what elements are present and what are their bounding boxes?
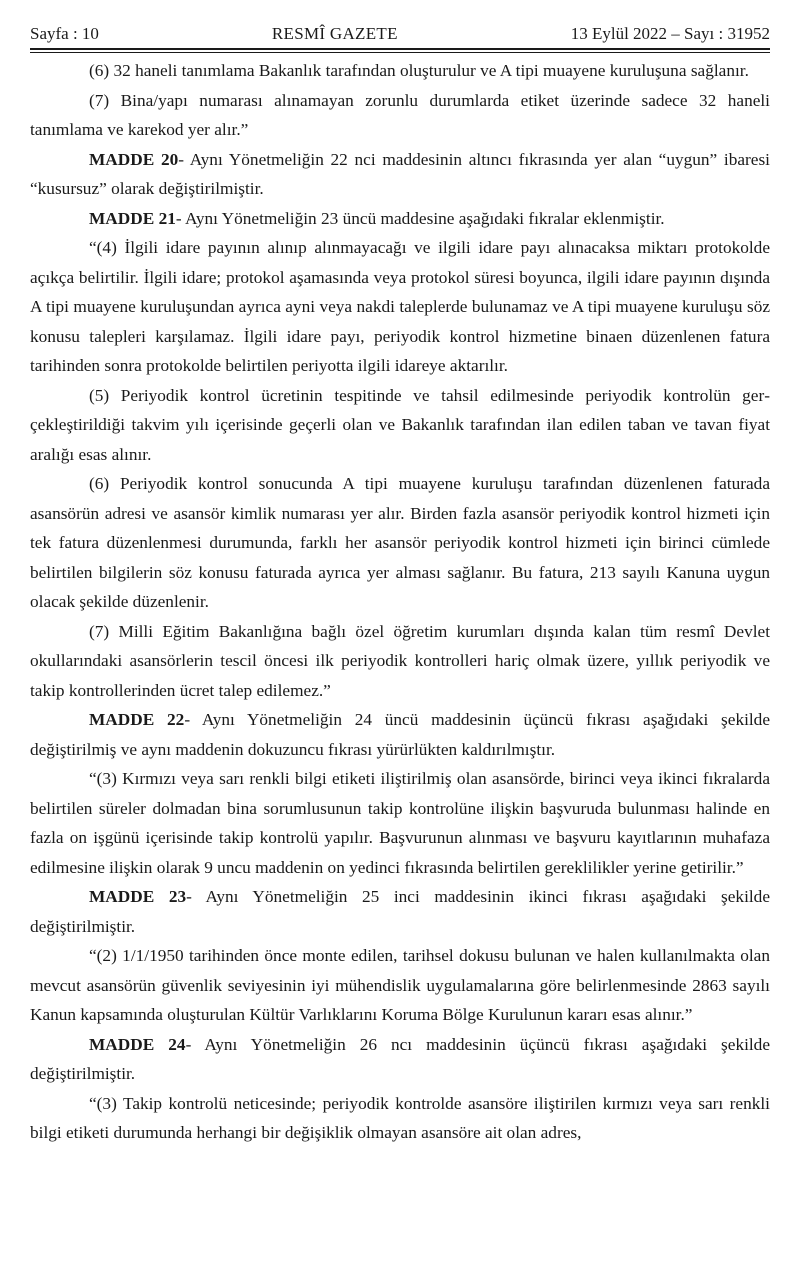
article-paragraph: MADDE 23- Aynı Yönetmeliğin 25 inci maddesinin ikinci fıkrası aşağıdaki şekilde değiştirilmiştir. <box>30 887 770 936</box>
page-header <box>30 22 770 46</box>
article-heading: MADDE 20 <box>89 149 179 169</box>
page-number: Sayfa : 10 <box>30 24 99 43</box>
paragraph: (6) 32 haneli tanımlama Bakanlık tarafından oluşturulur ve A tipi muayene kuruluşuna sağlanır. <box>89 61 749 80</box>
paragraph: (6) Periyodik kontrol sonucunda A tipi muayene kuruluşu tarafından düzenlenen faturada asansörün adresi ve asansör kimlik numarası yer alır. Birden fazla asansör periyodik kontrol hizmeti için tek fatura düzenlenmesi durumunda, farklı her asansör periyodik kontrol hizmeti için birinci cümlede belirtilen bilgilerin söz konusu faturada ayrıca yer alması sağlanır. Bu fatura, 213 sayılı Kanuna uygun olacak şekilde düzenlenir. <box>30 474 770 611</box>
date-and-issue: 13 Eylül 2022 – Sayı : 31952 <box>570 24 770 43</box>
article-heading: MADDE 23 <box>89 887 187 906</box>
article-paragraph: MADDE 21- Aynı Yönetmeliğin 23 üncü maddesine aşağıdaki fıkralar eklenmiştir. <box>89 208 665 228</box>
paragraph: (5) Periyodik kontrol ücretinin tespitinde ve tahsil edilmesinde periyodik kontrolün gerçekleştirildiği takvim yılı içerisinde geçerli olan ve Bakanlık tarafından ilan edilen taban ve tavan fiyat aralığı esas alınır. <box>30 385 770 464</box>
paragraph: “(4) İlgili idare payının alınıp alınmayacağı ve ilgili idare payı alınacaksa miktarı protokolde açıkça belirtilir. İlgili idare; protokol aşamasında veya protokol süresi boyunca, ilgili idare payının dışında A tipi muayene kuruluşundan ayrıca ayni veya nakdi taleplerde bulunamaz ve A tipi muayene kuruluşu söz konusu talepleri karşılamaz. İlgili idare payı, periyodik kontrol hizmetine binaen düzenlenen fatura tarihinden sonra protokolde belirtilen periyotta ilgili idareye aktarılır. <box>30 238 770 375</box>
header-rule-thick <box>30 48 770 50</box>
gazette-page <box>30 22 770 1148</box>
paragraph: (7) Milli Eğitim Bakanlığına bağlı özel öğretim kurumları dışında kalan tüm resmî Devlet okullarındaki asansörlerin tescil öncesi ilk periyodik kontrolleri hariç olmak üzere, yıllık periyodik ve takip kontrollerinden ücret talep edilemez.” <box>30 621 770 700</box>
article-heading: MADDE 22 <box>89 710 185 729</box>
article-heading: MADDE 24 <box>89 1034 186 1054</box>
paragraph: (7) Bina/yapı numarası alınamayan zorunlu durumlarda etiket üzerinde sadece 32 haneli tanımlama ve karekod yer alır.” <box>30 90 770 139</box>
paragraph: “(2) 1/1/1950 tarihinden önce monte edilen, tarihsel dokusu bulunan ve halen kullanılmakta olan mevcut asansörün güvenlik seviyesinin iyi mühendislik uygulamalarına göre belirlenmesinde 2863 sayılı Kanun kapsamında oluşturulan Kültür Varlıklarını Koruma Bölge Kurulunun kararı esas alınır.” <box>30 946 770 1024</box>
article-paragraph: MADDE 20- Aynı Yönetmeliğin 22 nci maddesinin altıncı fıkrasında yer alan “uygun” ibaresi “kusursuz” olarak değiştirilmiştir. <box>30 149 770 198</box>
paragraph: “(3) Takip kontrolü neticesinde; periyodik kontrolde asansöre iliştirilen kırmızı veya sarı renkli bilgi etiketi durumunda herhangi bir değişiklik olmayan asansöre ait olan adres, <box>30 1093 770 1142</box>
paragraph: “(3) Kırmızı veya sarı renkli bilgi etiketi iliştirilmiş olan asansörde, birinci veya ikinci fıkralarda belirtilen süreler dolmadan bina sorumlusunun takip kontrolüne ilişkin başvuruda bulunması halinde en fazla on işgünü içerisinde takip kontrolü yapılır. Başvurunun alınması ve başvuru kayıtlarının muhafaza edilmesine ilişkin olarak 9 uncu maddenin on yedinci fıkrasında belirtilen gereklilikler yerine getirilir.” <box>30 769 770 877</box>
article-paragraph: MADDE 24- Aynı Yönetmeliğin 26 ncı maddesinin üçüncü fıkrası aşağıdaki şekilde değiştirilmiştir. <box>30 1034 770 1083</box>
header-rule-thin <box>30 52 770 53</box>
document-body <box>30 56 770 1148</box>
publication-title: RESMÎ GAZETE <box>271 24 398 43</box>
article-heading: MADDE 21 <box>89 208 176 228</box>
article-paragraph: MADDE 22- Aynı Yönetmeliğin 24 üncü maddesinin üçüncü fıkrası aşağıdaki şekilde değiştirilmiş ve aynı maddenin dokuzuncu fıkrası yürürlükten kaldırılmıştır. <box>30 710 770 759</box>
